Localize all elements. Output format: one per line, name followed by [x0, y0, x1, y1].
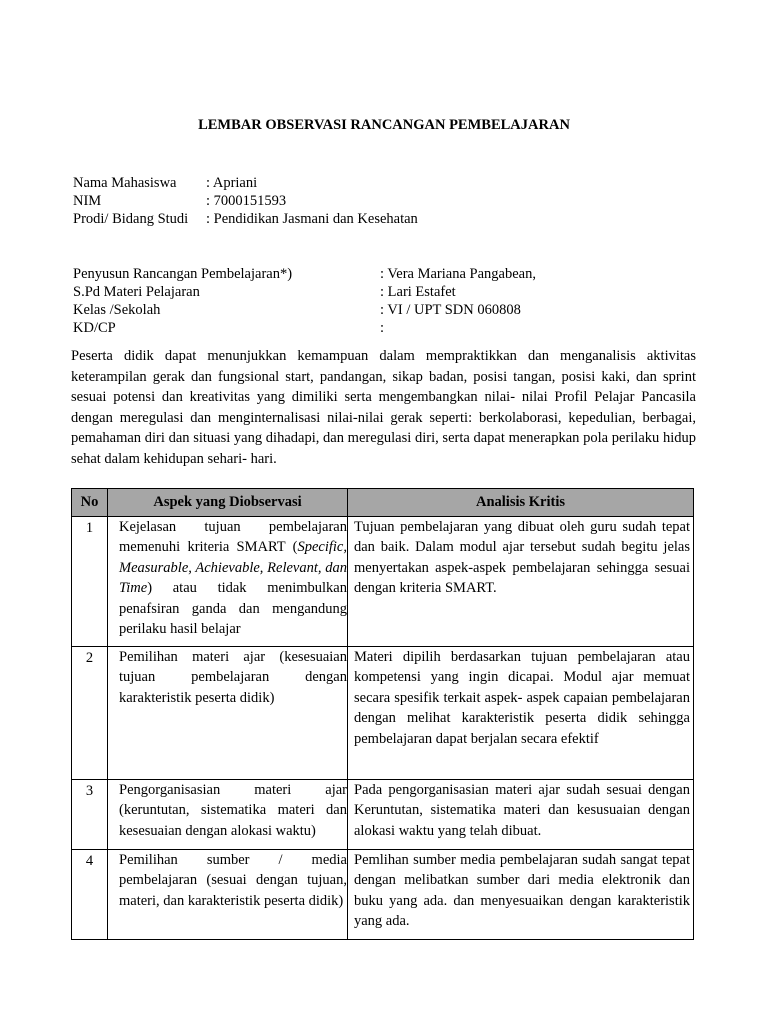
table-row [72, 780, 694, 850]
analisis-cell: Tujuan pembelajaran yang dibuat oleh guru sudah tepat dan baik. Dalam modul ajar tersebut sudah begitu jelas menyertakan aspek-aspek pembelajaran sehingga sesuai dengan kriteria SMART. [348, 517, 694, 647]
header-no: No [72, 489, 108, 517]
header-aspek: Aspek yang Diobservasi [108, 489, 348, 517]
aspek-cell: Pemilihan materi ajar (kesesuaian tujuan pembelajaran dengan karakteristik peserta didik) [108, 647, 348, 780]
analisis-cell: Pada pengorganisasian materi ajar sudah sesuai dengan Keruntutan, sistematika materi dan kesusuaian dengan alokasi waktu yang telah dibuat. [348, 780, 694, 850]
aspek-cell: Pengorganisasian materi ajar (keruntutan, sistematika materi dan kesesuaian dengan alokasi waktu) [108, 780, 348, 850]
kelas-row [73, 301, 536, 319]
row-number: 2 [72, 647, 108, 780]
aspek-italic-text: Specific, Measurable, Achievable, Relevant, dan Time [119, 539, 347, 597]
kdcp-value: : [380, 320, 385, 336]
table-header-row [72, 489, 694, 517]
aspek-text: Kejelasan tujuan pembelajaran memenuhi kriteria SMART ( [119, 519, 347, 556]
student-name-label: Nama Mahasiswa [73, 175, 177, 191]
table-row [72, 647, 694, 780]
row-number: 4 [72, 850, 108, 940]
penyusun-value: : Vera Mariana Pangabean, [380, 266, 536, 282]
prodi-row [73, 210, 418, 228]
materi-label: S.Pd Materi Pelajaran [73, 284, 200, 300]
row-number: 3 [72, 780, 108, 850]
row-number: 1 [72, 517, 108, 647]
kdcp-row [73, 319, 536, 337]
plan-info [73, 265, 536, 337]
penyusun-label: Penyusun Rancangan Pembelajaran*) [73, 266, 293, 282]
nim-label: NIM [73, 193, 102, 209]
aspek-cell: Pemilihan sumber / media pembelajaran (sesuai dengan tujuan, materi, dan karakteristik peserta didik) [108, 850, 348, 940]
table-row [72, 850, 694, 940]
kelas-value: : VI / UPT SDN 060808 [380, 302, 521, 318]
materi-value: : Lari Estafet [380, 284, 456, 300]
kdcp-label: KD/CP [73, 320, 116, 336]
kelas-label: Kelas /Sekolah [73, 302, 161, 318]
student-name-value: : Apriani [206, 175, 258, 191]
document-title: LEMBAR OBSERVASI RANCANGAN PEMBELAJARAN [198, 117, 570, 133]
nim-value: : 7000151593 [206, 193, 287, 209]
prodi-label: Prodi/ Bidang Studi [73, 211, 189, 227]
analisis-cell: Pemlihan sumber media pembelajaran sudah sangat tepat dengan melibatkan sumber dari media elektronik dan buku yang ada. dan menyesuaikan dengan karakteristik yang ada. [348, 850, 694, 940]
aspek-cell [108, 517, 348, 647]
aspek-text-end: ) atau tidak menimbulkan penafsiran ganda dan mengandung perilaku hasil belajar [119, 580, 347, 638]
penyusun-row [73, 265, 536, 283]
student-info [73, 174, 418, 228]
header-analisis: Analisis Kritis [348, 489, 694, 517]
analisis-cell: Materi dipilih berdasarkan tujuan pembelajaran atau kompetensi yang ingin dicapai. Modul ajar memuat secara spesifik terkait aspek- aspek capaian pembelajaran dengan melihat karakteristik peserta didik sehingga pembelajaran dapat berjalan secara efektif [348, 647, 694, 780]
nim-row [73, 192, 418, 210]
materi-row [73, 283, 536, 301]
prodi-value: : Pendidikan Jasmani dan Kesehatan [206, 211, 418, 227]
student-name-row [73, 174, 418, 192]
kdcp-paragraph: Peserta didik dapat menunjukkan kemampuan dalam mempraktikkan dan menganalisis aktivitas keterampilan gerak dan fungsional start, pandangan, sikap badan, posisi tangan, posisi kaki, dan sprint sesuai potensi dan kreativitas yang dimiliki serta mengembangkan nilai- nilai Profil Pelajar Pancasila dengan meregulasi dan menginternalisasi nilai-nilai gerak seperti: berkolaborasi, kepedulian, berbagai, pemahaman diri dan situasi yang dihadapi, dan meregulasi diri, serta dapat menerapkan pola perilaku hidup sehat dalam kehidupan sehari- hari. [71, 348, 696, 467]
table-row [72, 517, 694, 647]
observation-table [71, 488, 694, 940]
